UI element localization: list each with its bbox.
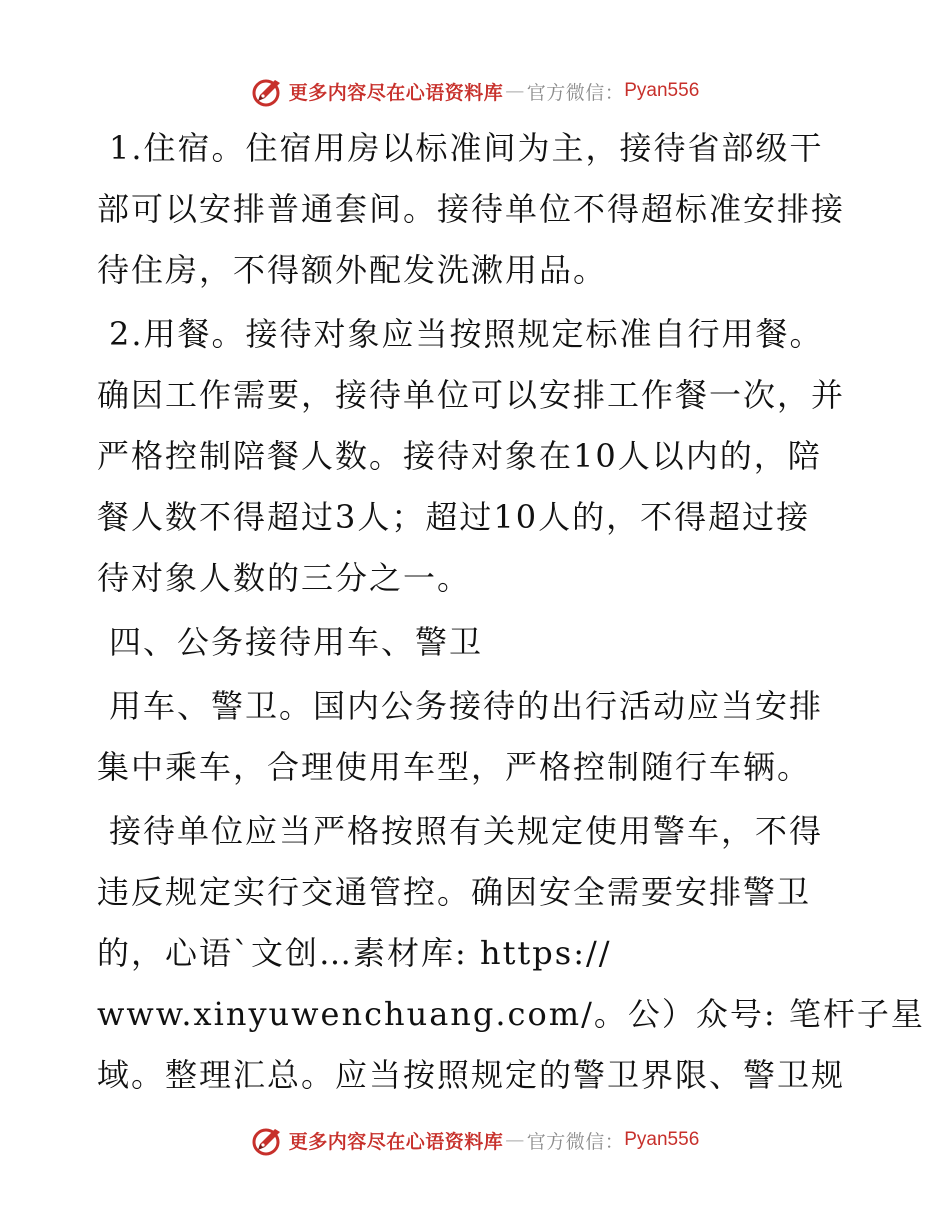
pen-circle-logo-icon xyxy=(251,74,285,108)
text-line: 部可以安排普通套间。接待单位不得超标准安排接 xyxy=(97,190,846,228)
text-line: 接待单位应当严格按照有关规定使用警车，不得 xyxy=(109,812,824,850)
footer-separator: — xyxy=(505,1129,525,1151)
header-wechat-id: Pyan556 xyxy=(624,80,700,101)
document-body xyxy=(97,118,925,1109)
text-line: 域。整理汇总。应当按照规定的警卫界限、警卫规 xyxy=(97,1056,846,1094)
text-line: 违反规定实行交通管控。确因安全需要安排警卫 xyxy=(97,873,812,911)
header-separator: — xyxy=(505,80,525,102)
footer-wechat-id: Pyan556 xyxy=(624,1129,700,1150)
heading-line: 四、公务接待用车、警卫 xyxy=(109,623,484,661)
text-line: www.xinyuwenchuang.com/。公）众号: 笔杆子星 xyxy=(97,995,925,1033)
pen-circle-logo-icon xyxy=(251,1123,285,1157)
section-heading xyxy=(97,612,857,673)
text-line: 餐人数不得超过3人；超过10人的，不得超过接 xyxy=(97,498,811,536)
text-line: 的，心语`文创…素材库: https:// xyxy=(97,934,612,972)
footer-wechat-label: 官方微信： xyxy=(526,1130,625,1153)
header-banner xyxy=(0,71,950,111)
text-line: 待住房，不得额外配发洗漱用品。 xyxy=(97,251,608,289)
text-line: 严格控制陪餐人数。接待对象在10人以内的，陪 xyxy=(97,437,822,475)
text-line: 2.用餐。接待对象应当按照规定标准自行用餐。 xyxy=(109,315,824,353)
text-line: 1.住宿。住宿用房以标准间为主，接待省部级干 xyxy=(109,129,824,167)
header-wechat-label: 官方微信： xyxy=(526,81,625,104)
text-line: 待对象人数的三分之一。 xyxy=(97,559,472,597)
text-line: 集中乘车，合理使用车型，严格控制随行车辆。 xyxy=(97,748,812,786)
paragraph-security xyxy=(97,801,925,1106)
footer-banner xyxy=(0,1120,950,1160)
text-line: 确因工作需要，接待单位可以安排工作餐一次，并 xyxy=(97,376,846,414)
paragraph-vehicles xyxy=(97,676,857,798)
text-line: 用车、警卫。国内公务接待的出行活动应当安排 xyxy=(109,687,824,725)
header-slogan: 更多内容尽在心语资料库 xyxy=(288,81,504,104)
paragraph-lodging xyxy=(97,118,857,301)
footer-slogan: 更多内容尽在心语资料库 xyxy=(288,1130,504,1153)
paragraph-dining xyxy=(97,304,857,609)
